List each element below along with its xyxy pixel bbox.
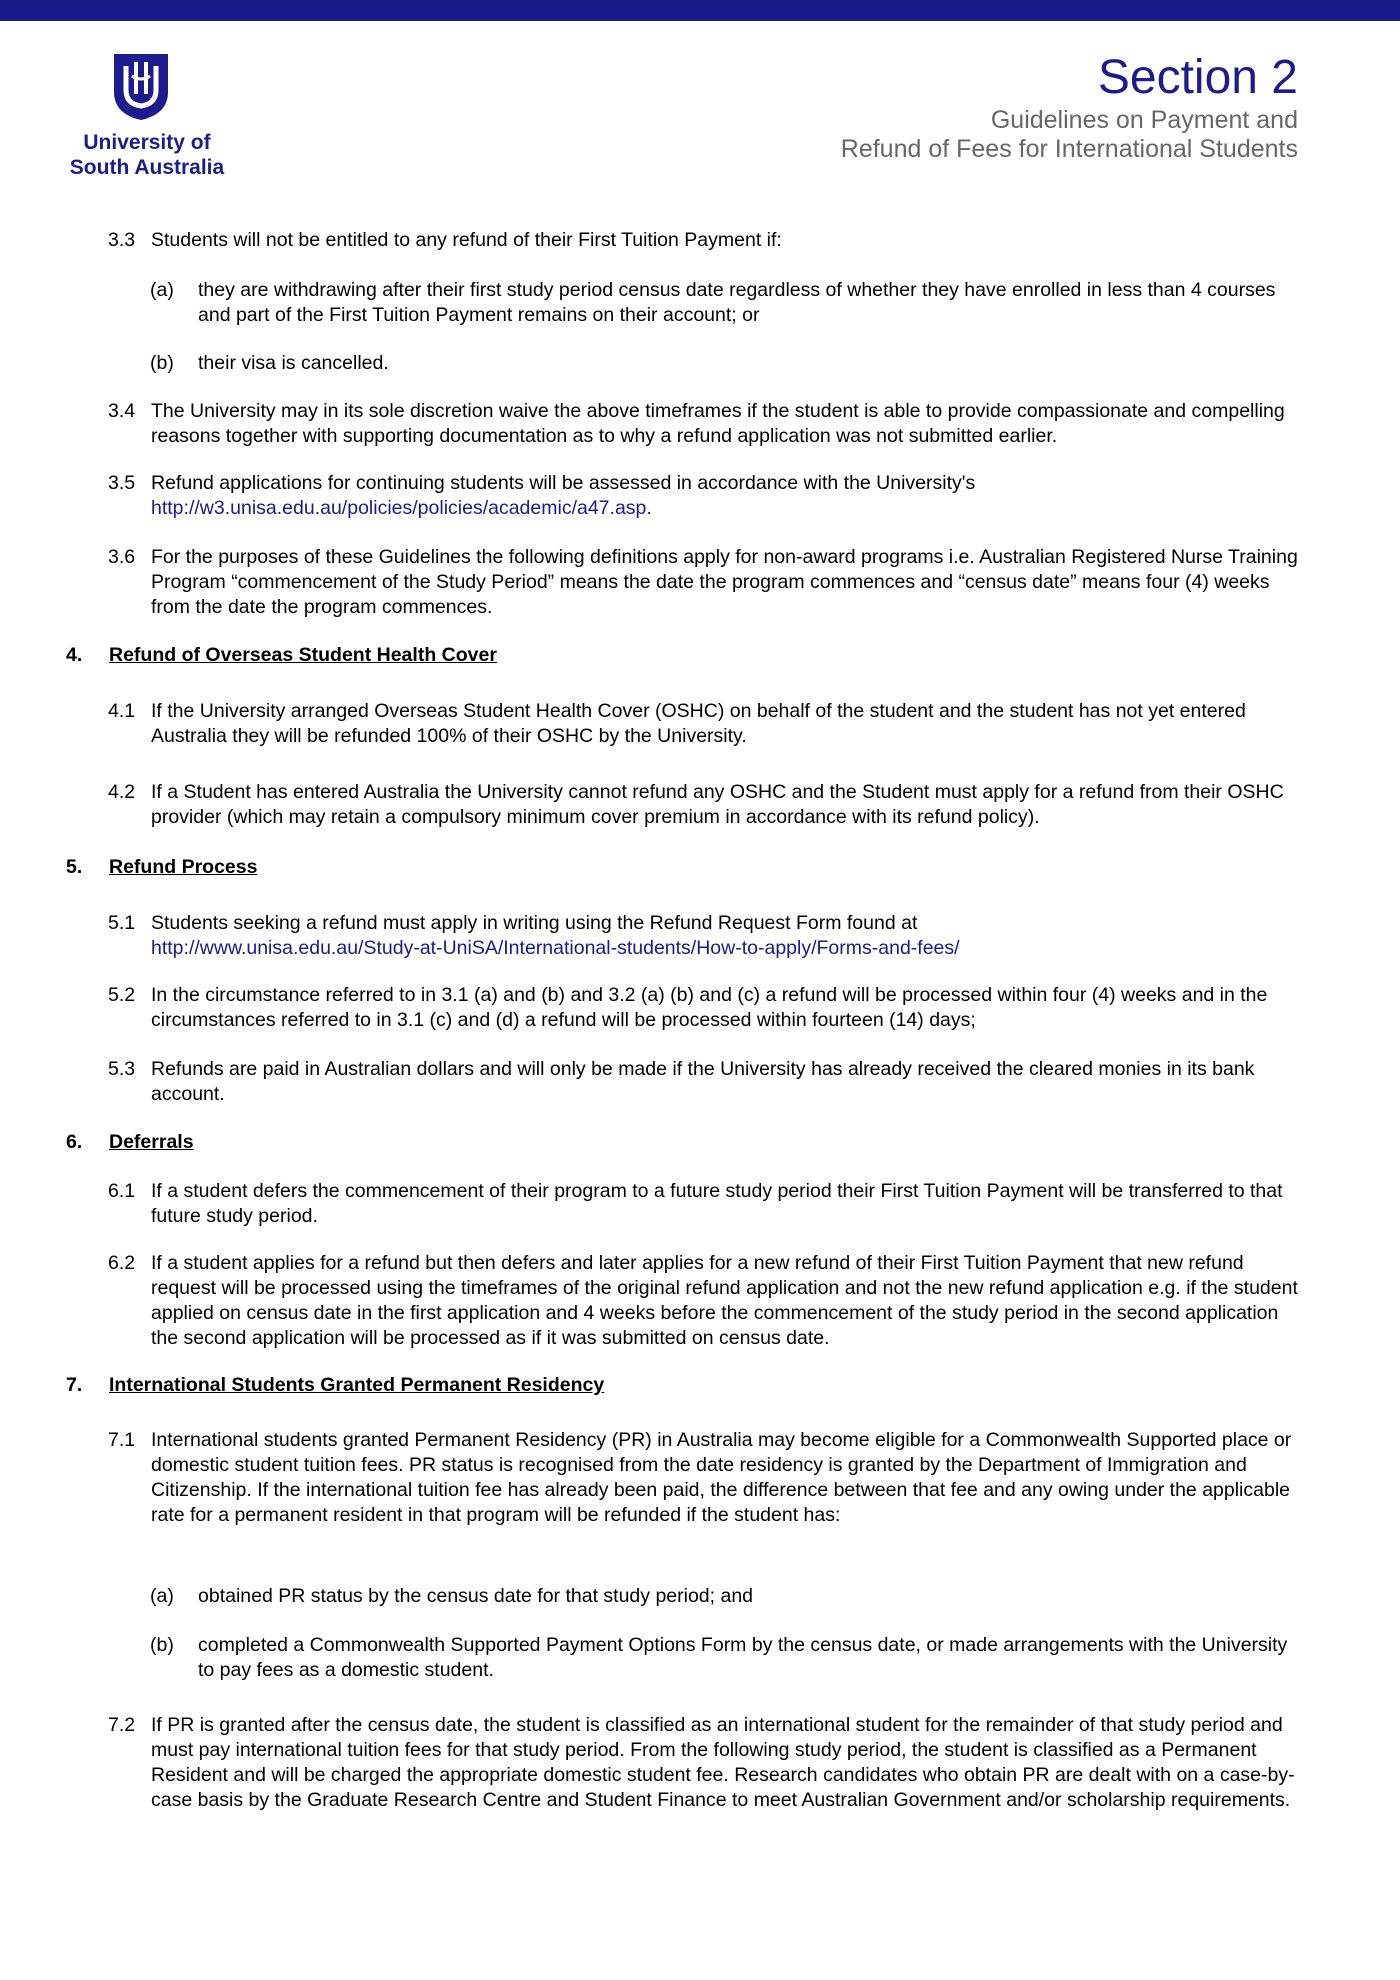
clause-number: 6.2	[108, 1252, 136, 1274]
clause-text: If a student defers the commencement of their program to a future study period their First Tuition Payment will be transferred to that future study period.	[151, 1180, 1283, 1227]
heading-number: 5.	[66, 856, 83, 878]
clause-text: Students will not be entitled to any refund of their First Tuition Payment if:	[151, 229, 782, 251]
clause-number: 7.2	[108, 1714, 136, 1736]
subclause-letter: (a)	[150, 279, 174, 301]
subclause-text: completed a Commonwealth Supported Payment Options Form by the census date, or made arrangements with the University to pay fees as a domestic student.	[198, 1634, 1288, 1681]
subtitle-line-1: Guidelines on Payment and	[990, 106, 1298, 134]
heading-number: 6.	[66, 1131, 83, 1153]
clause-number: 3.6	[108, 546, 136, 568]
clause-number: 3.5	[108, 472, 136, 494]
clause-number: 3.4	[108, 400, 136, 422]
subclause-letter: (b)	[150, 352, 174, 374]
clause-number: 5.1	[108, 912, 136, 934]
heading-number: 4.	[66, 644, 83, 666]
clause-number: 3.3	[108, 229, 136, 251]
clause-text: The University may in its sole discretion waive the above timeframes if the student is able to provide compassionate and compelling reasons together with supporting documentation as to why a refund application was not submitted earlier.	[151, 400, 1285, 447]
clause-text: In the circumstance referred to in 3.1 (a) and (b) and 3.2 (a) (b) and (c) a refund will be processed within four (4) weeks and in the circumstances referred to in 3.1 (c) and (d) a refund will be processed within fourteen (14) days;	[151, 984, 1268, 1031]
clause-text: If a student applies for a refund but then defers and later applies for a new refund of their First Tuition Payment that new refund request will be processed using the timeframes of the original refund application and not the new refund application e.g. if the student applied on census date in the first application and 4 weeks before the commencement of the study period in the second application the second application will be processed as if it was submitted on census date.	[151, 1252, 1298, 1349]
clause-text: If a Student has entered Australia the University cannot refund any OSHC and the Student must apply for a refund from their OSHC provider (which may retain a compulsory minimum cover premium in accordance with its refund policy).	[151, 781, 1284, 828]
section-title: Section 2	[1097, 51, 1298, 104]
subtitle-line-2: Refund of Fees for International Students	[840, 135, 1298, 163]
clause-text: If PR is granted after the census date, the student is classified as an international student for the remainder of that study period and must pay international tuition fees for that study period. From the following study period, the student is classified as a Permanent Resident and will be charged the appropriate domestic student fee. Research candidates who obtain PR are dealt with on a case-by-case basis by the Graduate Research Centre and Student Finance to meet Australian Government and/or scholarship requirements.	[151, 1714, 1295, 1811]
subclause-letter: (b)	[150, 1634, 174, 1656]
refund-form-link[interactable]: http://www.unisa.edu.au/Study-at-UniSA/International-students/How-to-apply/Forms-and-fees/	[151, 937, 960, 959]
heading-text: International Students Granted Permanent Residency	[109, 1374, 605, 1396]
clause-text: Students seeking a refund must apply in writing using the Refund Request Form found at	[151, 912, 918, 934]
policy-link[interactable]: http://w3.unisa.edu.au/policies/policies/academic/a47.asp.	[151, 497, 652, 519]
heading-number: 7.	[66, 1374, 83, 1396]
subclause-text: obtained PR status by the census date for that study period; and	[198, 1585, 754, 1607]
heading-text: Refund Process	[109, 856, 258, 878]
clause-number: 6.1	[108, 1180, 136, 1202]
clause-number: 5.3	[108, 1058, 136, 1080]
clause-number: 7.1	[108, 1429, 136, 1451]
clause-text: For the purposes of these Guidelines the following definitions apply for non-award programs i.e. Australian Registered Nurse Training Program “commencement of the Study Period” means the date the program commences and “census date” means four (4) weeks from the date the program commences.	[151, 546, 1298, 618]
heading-text: Refund of Overseas Student Health Cover	[109, 644, 497, 666]
clause-text: Refunds are paid in Australian dollars and will only be made if the University has already received the cleared monies in its bank account.	[151, 1058, 1255, 1105]
subclause-text: their visa is cancelled.	[198, 352, 389, 374]
clause-text: If the University arranged Overseas Student Health Cover (OSHC) on behalf of the student and the student has not yet entered Australia they will be refunded 100% of their OSHC by the University.	[151, 700, 1246, 747]
heading-text: Deferrals	[109, 1131, 194, 1153]
clause-number: 5.2	[108, 984, 136, 1006]
clause-text: Refund applications for continuing students will be assessed in accordance with the University's	[151, 472, 976, 494]
clause-text: International students granted Permanent Residency (PR) in Australia may become eligible for a Commonwealth Supported place or domestic student tuition fees. PR status is recognised from the date residency is granted by the Department of Immigration and Citizenship. If the international tuition fee has already been paid, the difference between that fee and any owing under the applicable rate for a permanent resident in that program will be refunded if the student has:	[151, 1429, 1292, 1526]
clause-number: 4.2	[108, 781, 136, 803]
logo-line-1: University of	[83, 131, 211, 154]
subclause-letter: (a)	[150, 1585, 174, 1607]
clause-number: 4.1	[108, 700, 136, 722]
subclause-text: they are withdrawing after their first study period census date regardless of whether they have enrolled in less than 4 courses and part of the First Tuition Payment remains on their account; or	[198, 279, 1276, 326]
logo-line-2: South Australia	[69, 156, 225, 179]
